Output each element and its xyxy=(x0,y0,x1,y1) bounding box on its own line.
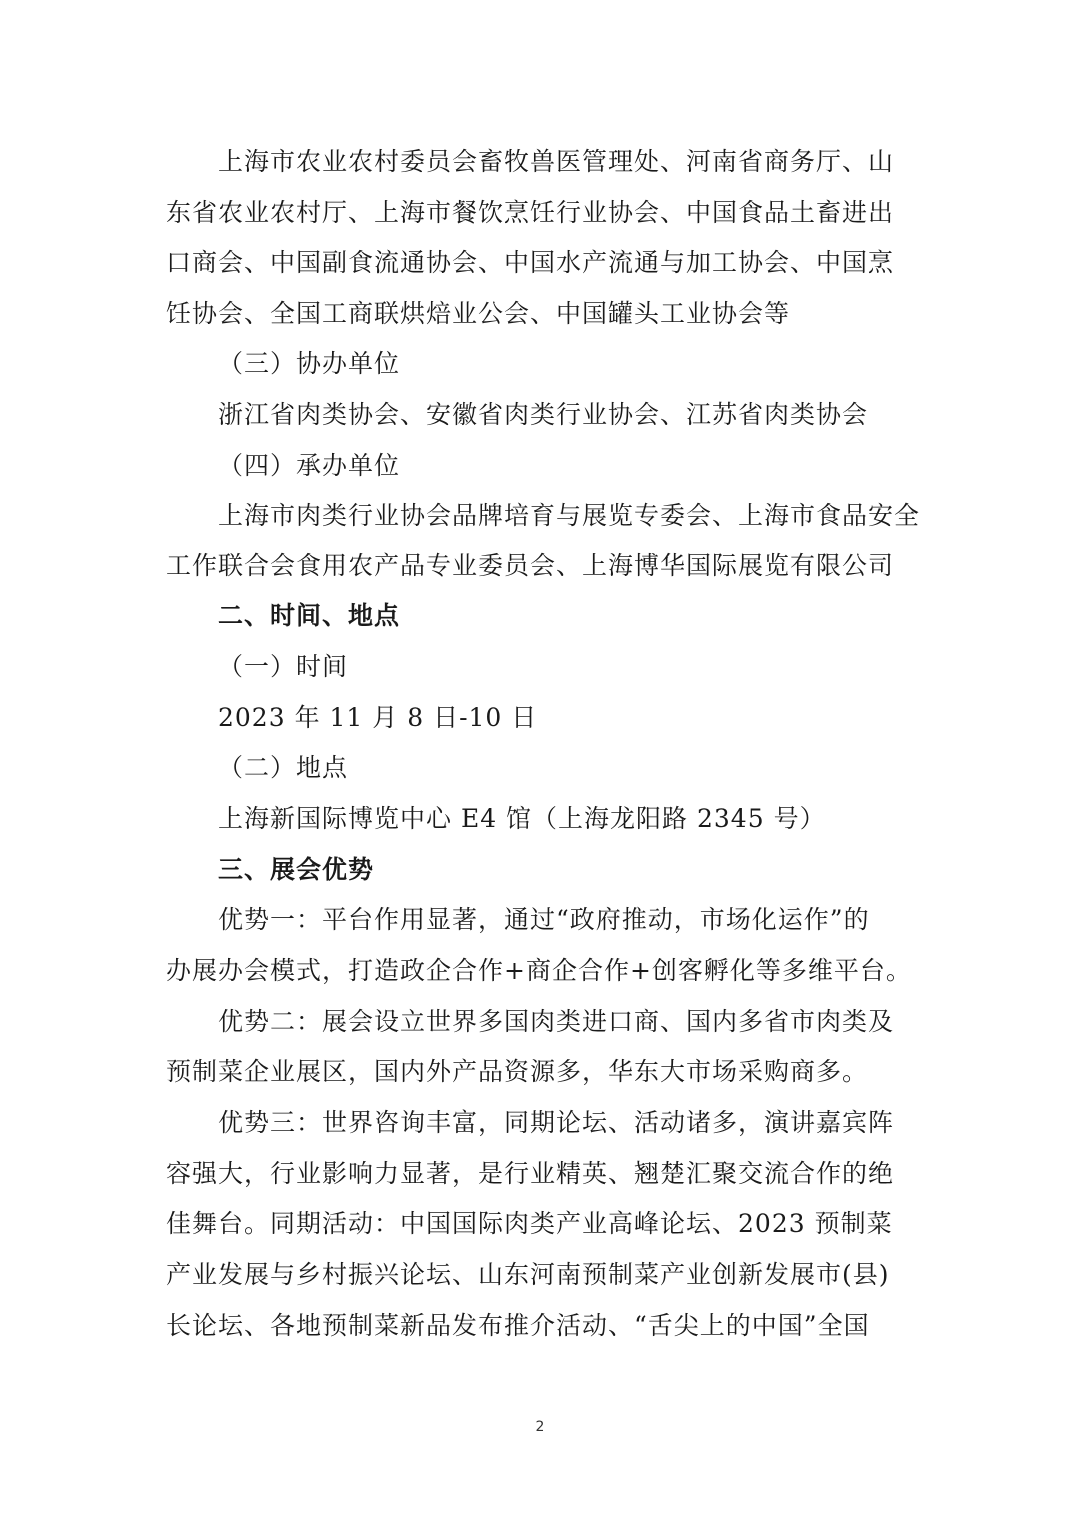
advantage-1-line-1: 优势一：平台作用显著，通过“政府推动，市场化运作”的 xyxy=(218,905,870,934)
organizer-line-3: 口商会、中国副食流通协会、中国水产流通与加工协会、中国烹 xyxy=(166,248,895,277)
organizer-line-1: 上海市农业农村委员会畜牧兽医管理处、河南省商务厅、山 xyxy=(218,147,895,176)
co-organizer-heading: （三）协办单位 xyxy=(218,349,401,378)
advantage-3-line-4: 产业发展与乡村振兴论坛、山东河南预制菜产业创新发展市(县) xyxy=(166,1260,890,1289)
time-heading: （一）时间 xyxy=(218,652,349,681)
time-value: 2023 年 11 月 8 日-10 日 xyxy=(218,703,538,732)
advantage-3-line-5: 长论坛、各地预制菜新品发布推介活动、“舌尖上的中国”全国 xyxy=(166,1311,870,1340)
advantage-1-line-2: 办展办会模式，打造政企合作+商企合作+创客孵化等多维平台。 xyxy=(166,956,912,985)
host-line-1: 上海市肉类行业协会品牌培育与展览专委会、上海市食品安全 xyxy=(218,501,921,530)
co-organizer-text: 浙江省肉类协会、安徽省肉类行业协会、江苏省肉类协会 xyxy=(218,400,869,429)
place-value: 上海新国际博览中心 E4 馆（上海龙阳路 2345 号） xyxy=(218,804,826,833)
place-heading: （二）地点 xyxy=(218,753,349,782)
advantage-2-line-2: 预制菜企业展区，国内外产品资源多，华东大市场采购商多。 xyxy=(166,1057,869,1086)
advantage-3-line-2: 容强大，行业影响力显著，是行业精英、翘楚汇聚交流合作的绝 xyxy=(166,1159,895,1188)
advantage-3-line-1: 优势三：世界咨询丰富，同期论坛、活动诸多，演讲嘉宾阵 xyxy=(218,1108,895,1137)
advantage-3-line-3: 佳舞台。同期活动：中国国际肉类产业高峰论坛、2023 预制菜 xyxy=(166,1209,893,1238)
advantage-2-line-1: 优势二：展会设立世界多国肉类进口商、国内多省市肉类及 xyxy=(218,1007,895,1036)
page-number: 2 xyxy=(535,1419,545,1435)
organizer-line-2: 东省农业农村厅、上海市餐饮烹饪行业协会、中国食品土畜进出 xyxy=(166,198,895,227)
host-line-2: 工作联合会食用农产品专业委员会、上海博华国际展览有限公司 xyxy=(166,551,895,580)
section-heading-advantages: 三、展会优势 xyxy=(218,855,375,884)
host-heading: （四）承办单位 xyxy=(218,451,401,480)
organizer-line-4: 饪协会、全国工商联烘焙业公会、中国罐头工业协会等 xyxy=(166,299,791,328)
section-heading-time-place: 二、时间、地点 xyxy=(218,601,401,630)
